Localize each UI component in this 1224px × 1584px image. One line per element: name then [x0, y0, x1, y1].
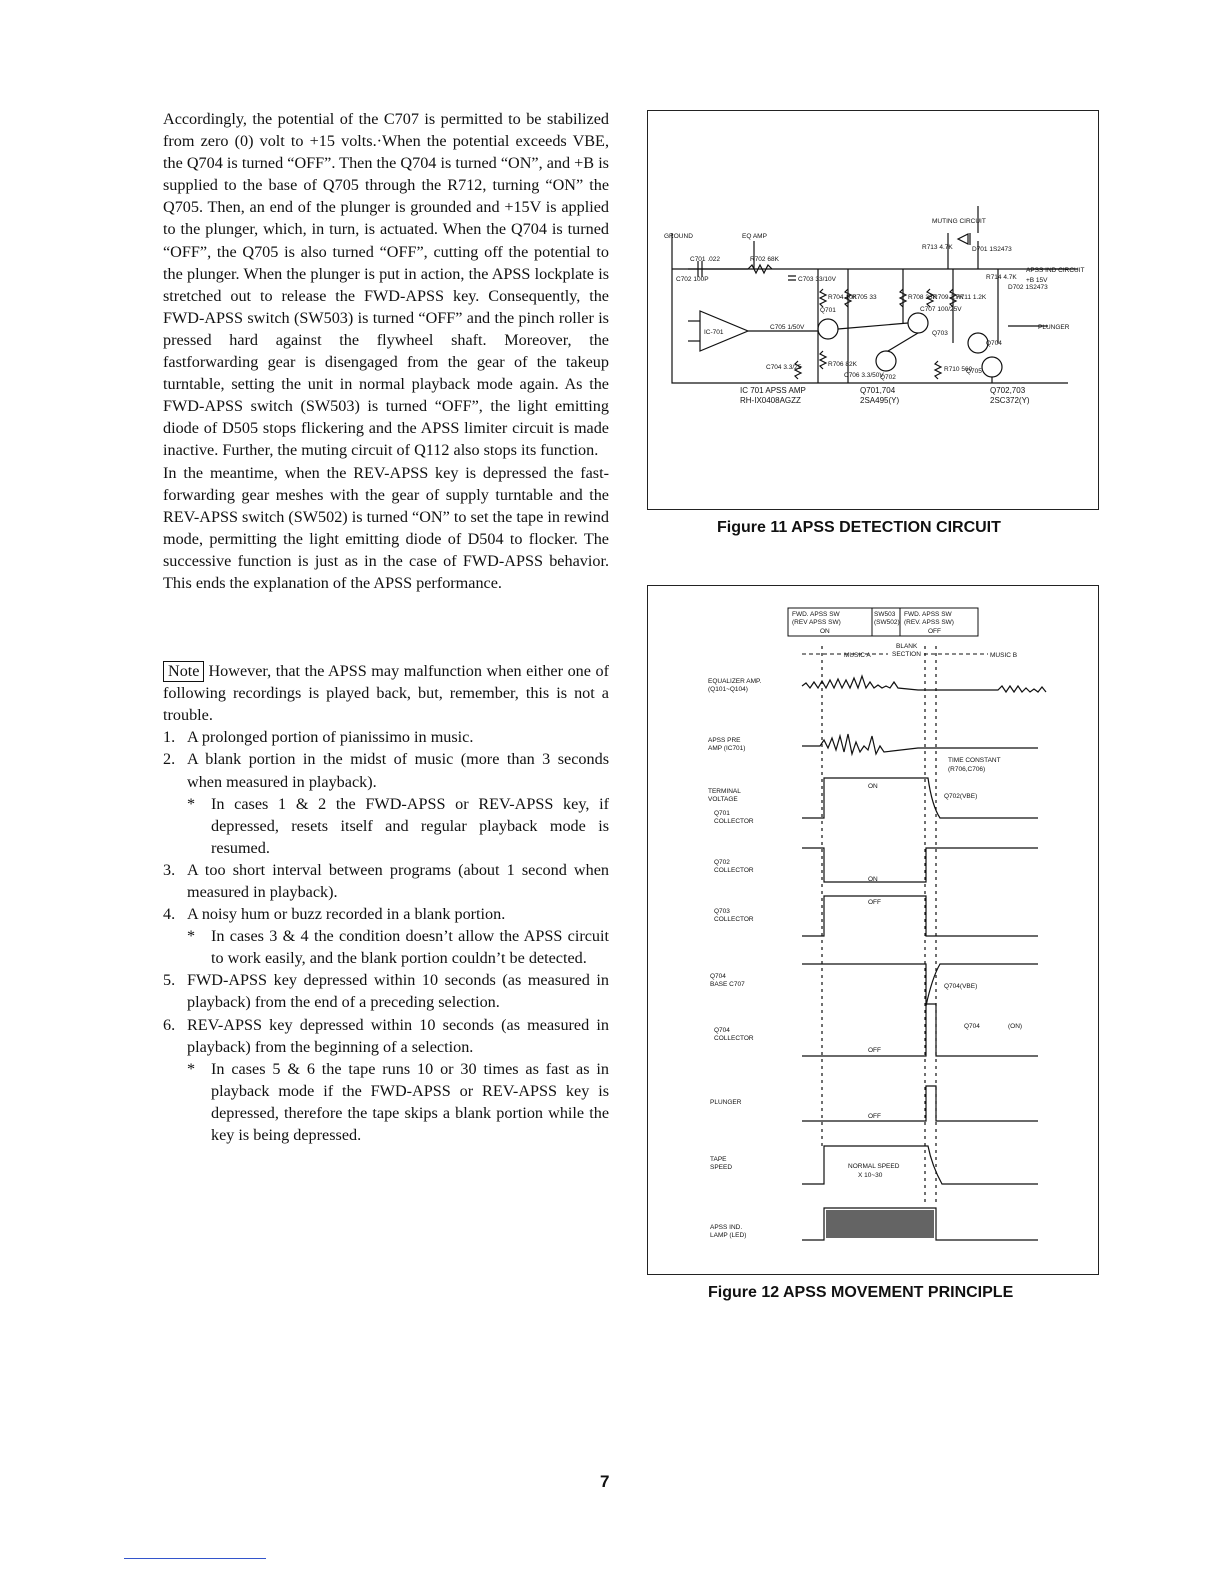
part-c701: C701 .022	[690, 256, 720, 263]
switch-fwd-off-label: FWD. APSS SW	[904, 611, 952, 618]
muting-circuit-label: MUTING CIRCUIT	[932, 218, 986, 225]
list-item: 5. FWD-APSS key depressed within 10 seconds (as measured in playback) from the end of a preceding selection.	[163, 971, 609, 1012]
ic701-label: IC-701	[704, 329, 724, 336]
eq-amp-label: EQ AMP	[742, 233, 767, 240]
switch-on-label: ON	[820, 628, 830, 635]
apss-ind-label: APSS IND CIRCUIT	[1026, 267, 1085, 274]
part-r705: R705 33	[852, 294, 877, 301]
figure-12-box	[647, 585, 1099, 1275]
plunger-label: PLUNGER	[1038, 324, 1070, 331]
row-led: LAMP (LED)	[710, 1232, 747, 1239]
row-apss-pre: APSS PRE	[708, 737, 741, 744]
list-note: * In cases 3 & 4 the condition doesn’t allow the APSS circuit to work easily, and the blank portion couldn’t be detected.	[187, 927, 609, 968]
figure-12-caption: Figure 12 APSS MOVEMENT PRINCIPLE	[708, 1284, 1014, 1301]
music-a-label: MUSIC A	[844, 652, 871, 659]
list-item: 4. A noisy hum or buzz recorded in a blank portion.	[163, 905, 506, 924]
part-c704: C704 3.3/25	[766, 364, 802, 371]
music-b-label: MUSIC B	[990, 652, 1018, 659]
row-speed: SPEED	[710, 1164, 733, 1171]
speed-multiplier-label: X 10~30	[858, 1172, 883, 1179]
row-plunger: PLUNGER	[710, 1099, 742, 1106]
part-q704: Q704	[986, 340, 1002, 347]
terminal-on-label: ON	[868, 783, 878, 790]
legend-q701: Q701,704	[860, 386, 896, 395]
normal-speed-label: NORMAL SPEED	[848, 1163, 900, 1170]
part-r713: R713 4.7K	[922, 244, 953, 251]
row-eq-amp-sub: (Q101~Q104)	[708, 686, 748, 693]
part-r708: R708 33K	[908, 294, 937, 301]
body-paragraph: Accordingly, the potential of the C707 is permitted to be stabilized from zero (0) volt to +15 volts.·When the potential exceeds VBE, the Q704 is turned “OFF”. Then the Q704 is turned “ON”, and +B is supplied to the base of Q705 through the R712, turning “ON” the Q705. Then, an end of the plunger is grounded and +15V is applied to the plunger, which, in turn, is actuated. When the Q704 is turned “OFF”, the Q705 is also turned “OFF”, cutting off the potential to the plunger. When the plunger is put in action, the APSS lockplate is stretched out to release the FWD-APSS key. Consequently, the FWD-APSS switch (SW503) is turned “OFF” and the pinch roller is pressed hard against the flywheel shaft. Moreover, the fastforwarding gear is disengaged from the gear of the takeup turntable, setting the unit in normal playback mode again. As the FWD-APSS switch (SW503) is turned “OFF”, the light emitting diode of D505 stops flickering and the APSS limiter circuit is made inactive. Further, the muting circuit of Q112 also stops its function.	[163, 110, 609, 460]
text-column	[163, 108, 609, 1146]
part-q705: Q705	[966, 368, 982, 375]
footer-rule	[124, 1558, 266, 1559]
part-d701: D701 1S2473	[972, 246, 1012, 253]
q703-off-label: OFF	[868, 899, 881, 906]
row-q701: Q701	[714, 810, 730, 817]
apss-timing-diagram	[648, 586, 1098, 1274]
q702-vbe-label: Q702(VBE)	[944, 793, 978, 800]
led-flicker-fill	[826, 1210, 934, 1238]
row-tape-speed: TAPE	[710, 1156, 727, 1163]
row-apss-lamp: APSS IND.	[710, 1224, 743, 1231]
switch-rev-off-label: (REV. APSS SW)	[904, 619, 954, 626]
body-paragraph: In the meantime, when the REV-APSS key is depressed the fast-forwarding gear meshes with the gear of supply turntable and the REV-APSS switch (SW502) is turned “ON” to set the tape in rewind mode, permitting the light emitting diode of D504 to flocker. The successive function is just as in the case of FWD-APSS behavior. This ends the explanation of the APSS performance.	[163, 463, 609, 592]
row-q702: Q702	[714, 859, 730, 866]
part-c706: C706 3.3/50V	[844, 372, 884, 379]
page-number: 7	[600, 1472, 610, 1491]
row-terminal: TERMINAL	[708, 788, 741, 795]
blank-label: BLANK	[896, 643, 918, 650]
part-r714: R714 4.7K	[986, 274, 1017, 281]
q702-on-label: ON	[868, 876, 878, 883]
legend-q701-part: 2SA495(Y)	[860, 396, 900, 405]
switch-sw502: (SW502)	[874, 619, 900, 626]
time-constant-label: TIME CONSTANT	[948, 757, 1001, 764]
q704-on-sub: (ON)	[1008, 1023, 1023, 1030]
part-q702: Q702	[880, 374, 896, 381]
note-paragraph	[163, 660, 609, 726]
switch-sw503: SW503	[874, 611, 896, 618]
part-r710: R710 560	[944, 366, 973, 373]
row-q704-base: Q704	[710, 973, 726, 980]
time-constant-sub: (R706,C706)	[948, 766, 986, 773]
plunger-off-label: OFF	[868, 1113, 881, 1120]
part-c703: C703 33/10V	[798, 276, 836, 283]
row-q701-collector: COLLECTOR	[714, 818, 754, 825]
part-c702: C702 100P	[676, 276, 709, 283]
row-q703-collector: COLLECTOR	[714, 916, 754, 923]
q704-vbe-label: Q704(VBE)	[944, 983, 978, 990]
part-r709: R709 2.7K	[933, 294, 964, 301]
row-apss-pre-sub: AMP (IC701)	[708, 745, 746, 752]
note-text: However, that the APSS may malfunction when either one of following recordings is played back, but, remember, this is not a trouble.	[163, 662, 609, 725]
part-c707: C707 100/25V	[920, 306, 962, 313]
row-q704-collector: Q704	[714, 1027, 730, 1034]
q704-off-label: OFF	[868, 1047, 881, 1054]
part-q703: Q703	[932, 330, 948, 337]
legend-ic701: IC 701 APSS AMP	[740, 386, 806, 395]
list-item: 3. A too short interval between programs (about 1 second when measured in playback).	[163, 860, 609, 901]
row-eq-amp: EQUALIZER AMP.	[708, 678, 762, 685]
part-r702: R702 68K	[750, 256, 779, 263]
ground-label: GROUND	[664, 233, 693, 240]
legend-q702-part: 2SC372(Y)	[990, 396, 1030, 405]
section-label: SECTION	[892, 651, 921, 658]
row-q702-collector: COLLECTOR	[714, 867, 754, 874]
part-q701: Q701	[820, 307, 836, 314]
row-q704-collector-sub: COLLECTOR	[714, 1035, 754, 1042]
list-item: 1. A prolonged portion of pianissimo in music.	[163, 728, 474, 747]
apss-detection-circuit-diagram	[648, 111, 1098, 509]
switch-fwd-label: FWD. APSS SW	[792, 611, 840, 618]
malfunction-list	[163, 726, 609, 1146]
note-label: Note	[163, 661, 204, 682]
switch-off-label: OFF	[928, 628, 941, 635]
legend-q702: Q702,703	[990, 386, 1026, 395]
row-base-c707: BASE C707	[710, 981, 745, 988]
plus-b-label: +B 15V	[1026, 277, 1048, 284]
part-r704: R704 10K	[828, 294, 857, 301]
list-item: 2. A blank portion in the midst of music (more than 3 seconds when measured in playback).	[163, 750, 609, 791]
row-q703: Q703	[714, 908, 730, 915]
part-d702: D702 1S2473	[1008, 284, 1048, 291]
list-note: * In cases 5 & 6 the tape runs 10 or 30 times as fast as in playback mode if the FWD-APSS or REV-APSS key is depressed, therefore the tape skips a blank portion while the key is being depressed.	[187, 1059, 609, 1145]
list-item: 6. REV-APSS key depressed within 10 seconds (as measured in playback) from the beginning of a selection.	[163, 1015, 609, 1056]
q704-on-label: Q704	[964, 1023, 980, 1030]
figure-11-box	[647, 110, 1099, 510]
legend-ic701-part: RH-IX0408AGZZ	[740, 396, 801, 405]
part-c705: C705 1/50V	[770, 324, 805, 331]
part-r711: R711 1.2K	[956, 294, 987, 301]
figure-11-caption: Figure 11 APSS DETECTION CIRCUIT	[717, 519, 1001, 536]
part-r706: R706 82K	[828, 361, 857, 368]
switch-rev-label: (REV APSS SW)	[792, 619, 841, 626]
list-note: * In cases 1 & 2 the FWD-APSS or REV-APSS key, if depressed, resets itself and regular playback mode is resumed.	[187, 794, 609, 857]
row-voltage: VOLTAGE	[708, 796, 738, 803]
